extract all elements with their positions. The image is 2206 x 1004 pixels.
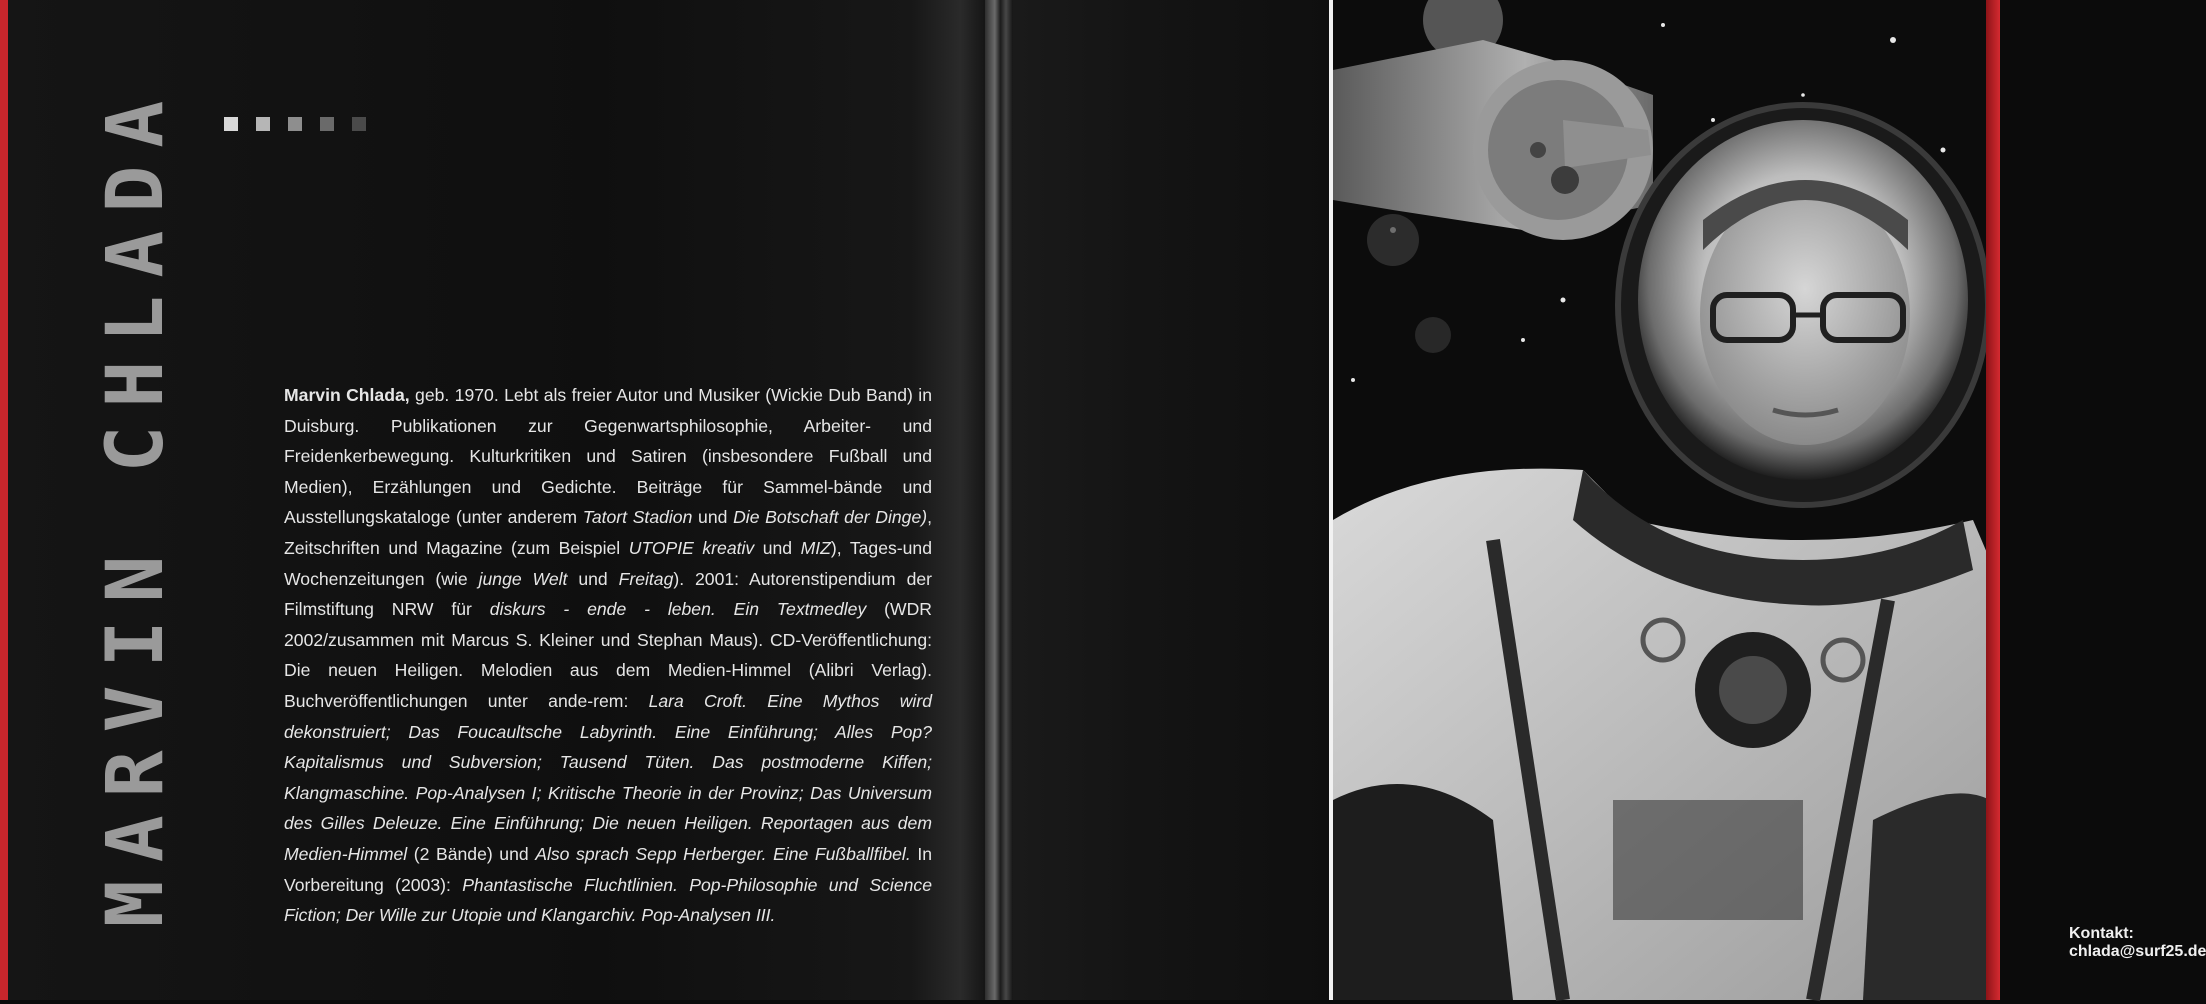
- pixel-dots-decoration: [224, 117, 366, 131]
- astronaut-illustration: [1333, 0, 1990, 1000]
- astronaut-photo: [1329, 0, 1990, 1000]
- right-red-edge: [1986, 0, 2000, 1000]
- bio-segment: und: [754, 537, 801, 558]
- bio-paragraph: [284, 380, 932, 931]
- bio-segment: Die Botschaft der Dinge): [733, 507, 928, 528]
- bio-segment: UTOPIE kreativ: [628, 537, 755, 558]
- bio-segment: Also sprach Sepp Herberger. Eine Fußballfibel.: [535, 843, 911, 864]
- bio-segment: (WDR 2002/zusammen mit Marcus S. Kleiner und Stephan Maus). CD-Veröffentlichung: Die neuen Heiligen. Melodien aus dem Medien-Himmel (Alibri Verlag). Buchveröffentlichungen unter ande-rem:: [284, 599, 932, 711]
- left-red-edge: [0, 0, 8, 1000]
- pixel-dot: [224, 117, 238, 131]
- bio-segment: Phantastische Fluchtlinien. Pop-Philosophie und Science Fiction; Der Wille zur Utopie und Klangarchiv. Pop-Analysen III.: [284, 874, 932, 926]
- bio-segment: diskurs - ende - leben. Ein Textmedley: [489, 599, 867, 620]
- bio-segment: (2 Bände) und: [407, 843, 536, 864]
- bio-segment: Marvin Chlada,: [284, 385, 410, 405]
- bio-segment: und: [567, 568, 619, 589]
- contact-line: Kontakt: chlada@surf25.de: [2069, 925, 2206, 960]
- bio-segment: ). 2001: Autorenstipendium der Filmstiftung NRW für: [284, 568, 932, 620]
- bio-segment: junge Welt: [478, 568, 568, 589]
- astronaut-suit: [1333, 469, 1990, 1000]
- bio-segment: geb. 1970. Lebt als freier Autor und Musiker (Wickie Dub Band) in Duisburg. Publikationen zur Gegenwartsphilosophie, Arbeiter- und Freidenkerbewegung. Kulturkritiken und Satiren (insbesondere Fußball und Medien), Erzählungen und Gedichte. Beiträge für Sammel-bände und Ausstellungskataloge (unter anderem: [284, 385, 932, 528]
- bio-segment: ), Tages-und Wochenzeitungen (wie: [284, 537, 932, 589]
- bio-segment: Freitag: [618, 568, 674, 589]
- vertical-name-title: [86, 82, 186, 928]
- pixel-dot: [288, 117, 302, 131]
- pixel-dot: [320, 117, 334, 131]
- left-page: [8, 0, 990, 1000]
- bio-segment: MIZ: [800, 537, 831, 558]
- astronaut-face: [1700, 180, 1910, 445]
- bio-segment: Lara Croft. Eine Mythos wird dekonstruiert; Das Foucaultsche Labyrinth. Eine Einführung; Alles Pop? Kapitalismus und Subversion; Tausend Tüten. Das postmoderne Kiffen; Klangmaschine. Pop-Analysen I; Kritische Theorie in der Provinz; Das Universum des Gilles Deleuze. Eine Einführung; Die neuen Heiligen. Reportagen aus dem Medien-Himmel: [284, 690, 932, 864]
- middle-page: [1013, 0, 2206, 1000]
- bio-segment: Tatort Stadion: [582, 507, 693, 528]
- booklet-fold: [985, 0, 1013, 1000]
- vertical-name-text: MARVIN CHLADA: [91, 82, 181, 928]
- bio-segment: In Vorbereitung (2003):: [284, 843, 932, 895]
- bio-segment: , Zeitschriften und Magazine (zum Beispiel: [284, 507, 932, 558]
- bio-segment: und: [692, 507, 734, 528]
- pixel-dot: [352, 117, 366, 131]
- pixel-dot: [256, 117, 270, 131]
